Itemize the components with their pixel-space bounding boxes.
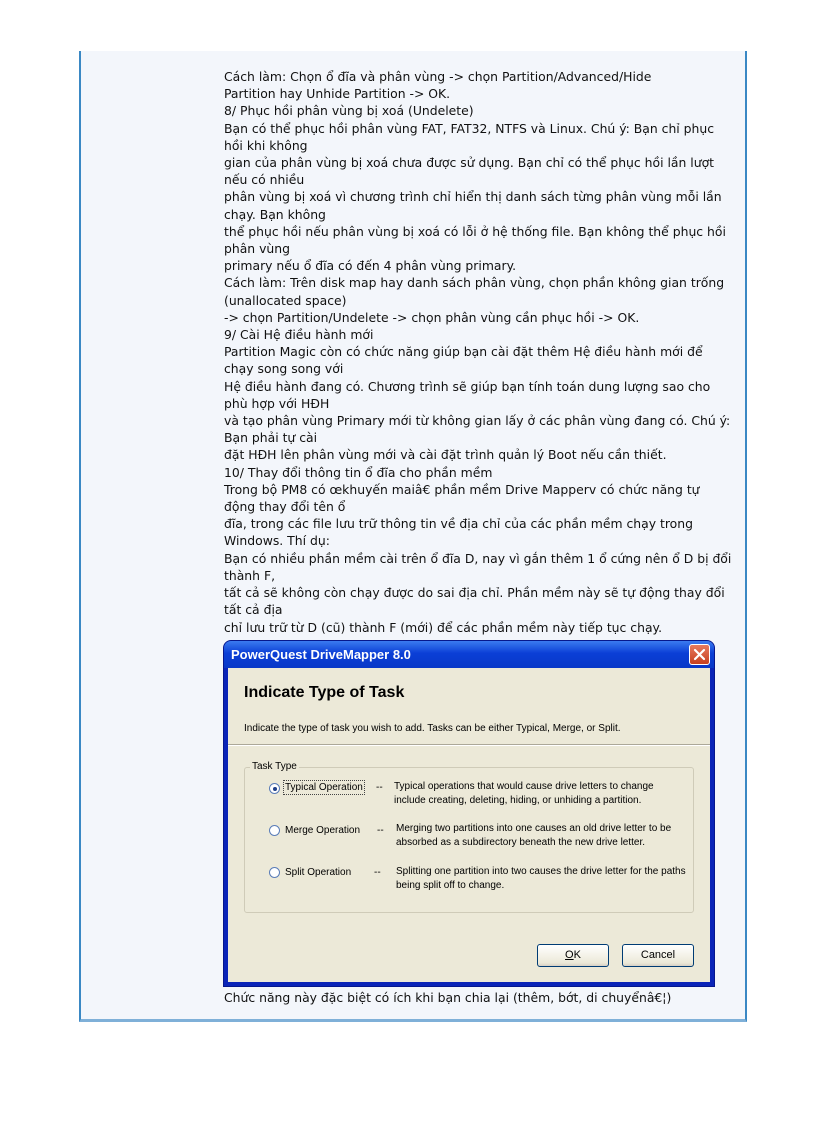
paragraph: đĩa, trong các file lưu trữ thông tin về địa chỉ của các phần mềm chạy trong Windows. Thí dụ: <box>224 516 693 549</box>
ok-button[interactable] <box>537 944 609 967</box>
typical-operation-description: Typical operations that would cause drive letters to change include creating, deleting, hiding, or unhiding a partition. <box>394 781 654 806</box>
split-operation-description: Splitting one partition into two causes the drive letter for the paths being split off to change. <box>396 866 686 891</box>
merge-operation-description: Merging two partitions into one causes an old drive letter to be absorbed as a subdirectory beneath the new drive letter. <box>396 823 672 848</box>
radio-selected-dot <box>273 787 277 791</box>
paragraph: Cách làm: Chọn ổ đĩa và phân vùng -> chọn Partition/Advanced/Hide <box>224 69 652 84</box>
dialog-heading: Indicate Type of Task <box>244 684 405 701</box>
dialog-subtitle: Indicate the type of task you wish to add. Tasks can be either Typical, Merge, or Split. <box>244 723 621 734</box>
caption-text: Chức năng này đặc biệt có ích khi bạn chia lại (thêm, bớt, di chuyểnâ€¦) <box>224 990 672 1005</box>
close-button[interactable] <box>689 644 710 665</box>
ok-mnemonic: O <box>565 949 574 961</box>
paragraph: Hệ điều hành đang có. Chương trình sẽ giúp bạn tính toán dung lượng sao cho phù hợp với HĐH <box>224 378 711 411</box>
article-text <box>224 68 734 636</box>
dialog-body <box>228 668 710 982</box>
paragraph: Partition hay Unhide Partition -> OK. <box>224 86 451 102</box>
paragraph: Bạn có nhiều phần mềm cài trên ổ đĩa D, nay vì gắn thêm 1 ổ cứng nên ổ D bị đổi thành F, <box>224 550 732 583</box>
ok-label: K <box>573 949 581 961</box>
dialog-titlebar[interactable] <box>224 641 714 668</box>
paragraph: và tạo phân vùng Primary mới từ không gian lấy ở các phân vùng đang có. Chú ý: Bạn phải tự cài <box>224 413 731 446</box>
paragraph: Partition Magic còn có chức năng giúp bạn cài đặt thêm Hệ điều hành mới để chạy song song với <box>224 344 703 377</box>
paragraph: phân vùng bị xoá vì chương trình chỉ hiển thị danh sách từng phân vùng mỗi lần chạy. Bạn không <box>224 189 722 222</box>
typical-operation-radio[interactable] <box>269 783 280 794</box>
merge-operation-radio[interactable] <box>269 825 280 836</box>
paragraph: đặt HĐH lên phân vùng mới và cài đặt trình quản lý Boot nếu cần thiết. <box>224 447 667 463</box>
header-separator <box>228 744 710 746</box>
paragraph: -> chọn Partition/Undelete -> chọn phân vùng cần phục hồi -> OK. <box>224 309 640 325</box>
drivemapper-dialog <box>224 641 714 986</box>
merge-operation-label[interactable]: Merge Operation <box>285 825 361 836</box>
paragraph: primary nếu ổ đĩa có đến 4 phân vùng primary. <box>224 258 517 274</box>
paragraph: Cách làm: Trên disk map hay danh sách phân vùng, chọn phần không gian trống (unallocated space) <box>224 275 725 308</box>
paragraph: gian của phân vùng bị xoá chưa được sử dụng. Bạn chỉ có thể phục hồi lần lượt nếu có nhiều <box>224 155 715 188</box>
paragraph: tất cả sẽ không còn chạy được do sai địa chỉ. Phần mềm này sẽ tự động thay đổi tất cả địa <box>224 585 725 618</box>
typical-operation-label[interactable]: Typical Operation <box>285 782 363 793</box>
paragraph: Trong bộ PM8 có œkhuyến maiâ€ phần mềm Drive Mapperv có chức năng tự động thay đổi tên ổ <box>224 481 700 515</box>
section-heading: 9/ Cài Hệ điều hành mới <box>224 327 374 343</box>
paragraph: thể phục hồi nếu phân vùng bị xoá có lỗi ở hệ thống file. Bạn không thể phục hồi phân vùng <box>224 223 726 257</box>
section-heading: 10/ Thay đổi thông tin ổ đĩa cho phần mềm <box>224 464 493 480</box>
dialog-title: PowerQuest DriveMapper 8.0 <box>231 647 411 662</box>
option-dash: -- <box>374 867 381 878</box>
paragraph: chỉ lưu trữ từ D (cũ) thành F (mới) để các phần mềm này tiếp tục chạy. <box>224 619 663 635</box>
paragraph: Bạn có thể phục hồi phân vùng FAT, FAT32, NTFS và Linux. Chú ý: Bạn chỉ phục hồi khi không <box>224 120 715 153</box>
option-dash: -- <box>376 782 383 793</box>
section-heading: 8/ Phục hồi phân vùng bị xoá (Undelete) <box>224 103 474 119</box>
split-operation-radio[interactable] <box>269 867 280 878</box>
option-dash: -- <box>377 825 384 836</box>
cancel-button[interactable]: Cancel <box>622 944 694 967</box>
task-type-label: Task Type <box>252 761 297 772</box>
split-operation-label[interactable]: Split Operation <box>285 867 352 878</box>
close-icon <box>690 645 709 664</box>
